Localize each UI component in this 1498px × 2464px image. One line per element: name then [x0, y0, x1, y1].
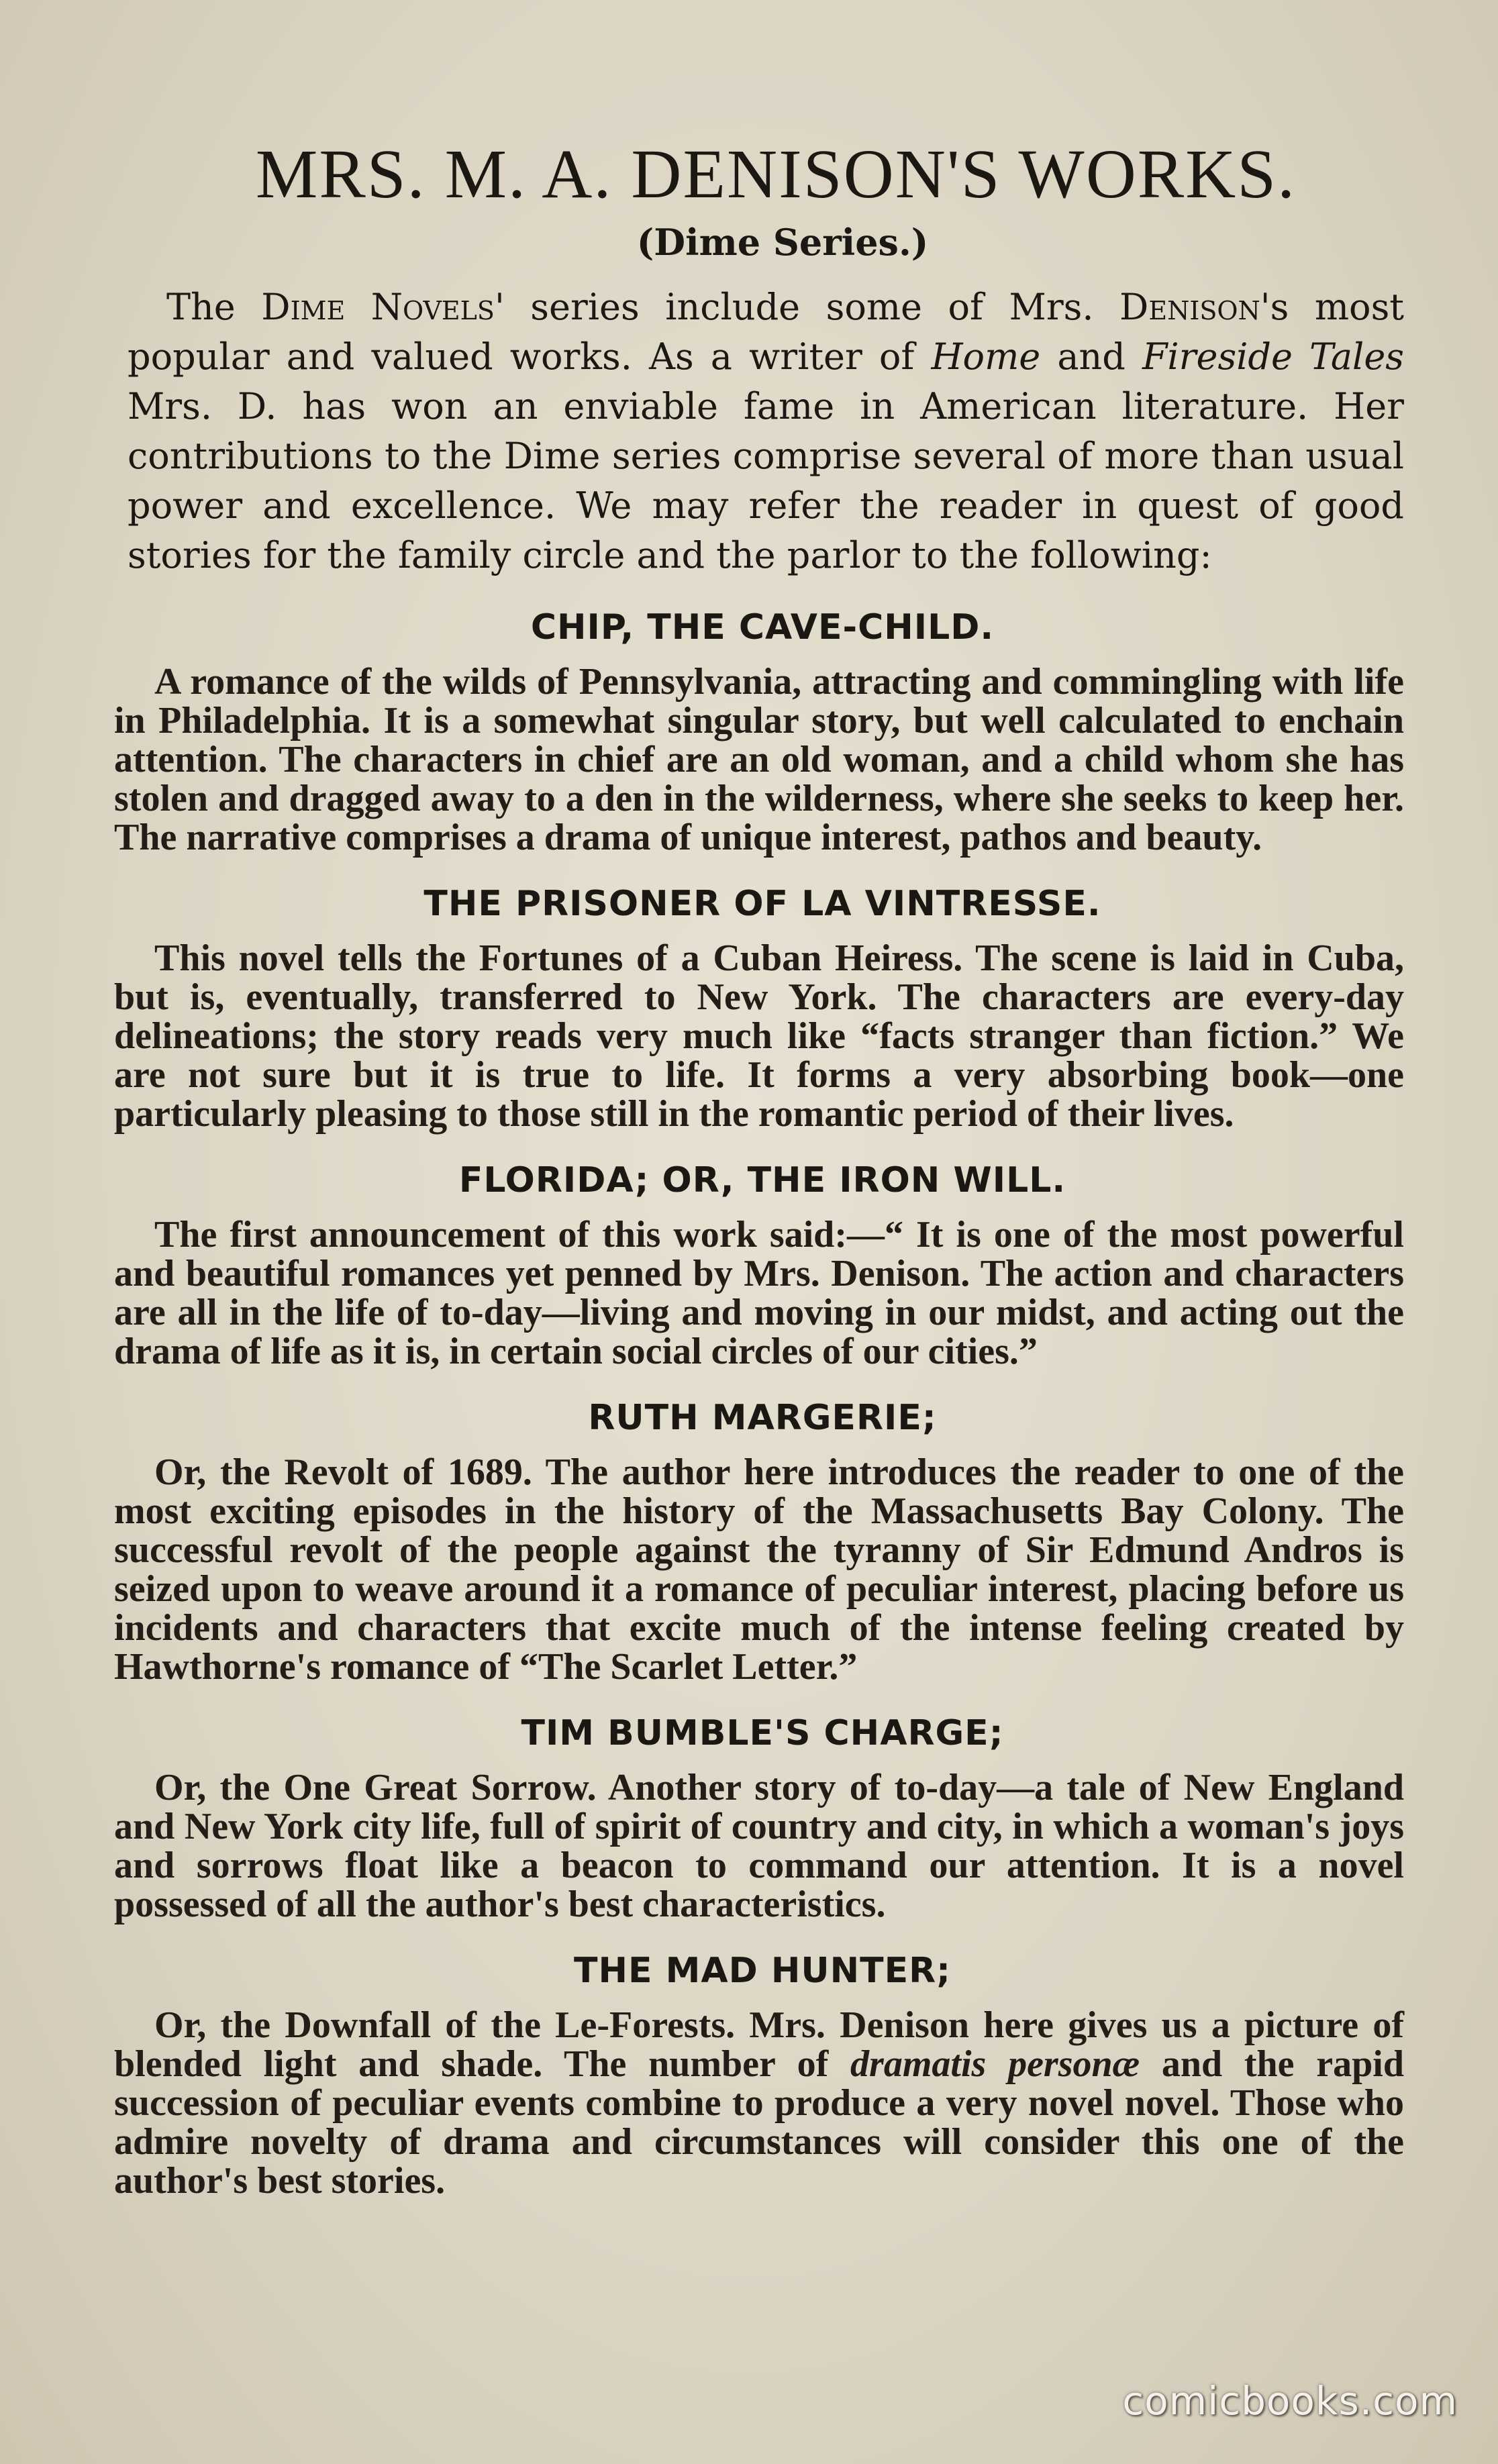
page-title: MRS. M. A. DENISON'S WORKS. [255, 136, 1297, 213]
book-title: FLORIDA; OR, THE IRON WILL. [458, 1160, 1066, 1200]
intro-text: Fireside Tales [1142, 336, 1404, 378]
book-title: CHIP, THE CAVE-CHILD. [530, 607, 995, 648]
book-title: THE PRISONER OF LA VINTRESSE. [423, 884, 1101, 924]
book-description: Or, the One Great Sorrow. Another story of to-day—a tale of New England and New York city life, full of spirit of country and city, in which a woman's joys and sorrows float like a beacon to command our attention. It is a novel possessed of all the author's best characteristics. [114, 1767, 1404, 1925]
book-entry [107, 1713, 1417, 1924]
book-entry [107, 1160, 1417, 1371]
book-entry [107, 884, 1417, 1133]
description-text: and the rapid succession of peculiar events combine to produce a very novel novel. Those who admire novelty of drama and circumstances will consider this one of the author's best stories. [114, 2043, 1404, 2202]
watermark: comicbooks.com [1122, 2378, 1458, 2424]
intro-text: and [1040, 336, 1142, 378]
intro-text: Dime Novels [261, 286, 495, 328]
intro-text: Home [931, 336, 1041, 378]
page-subtitle: (Dime Series.) [636, 221, 929, 264]
book-description: A romance of the wilds of Pennsylvania, attracting and commingling with life in Philadelphia. It is a somewhat singular story, but well calculated to enchain attention. The characters in chief are an old woman, and a child whom she has stolen and dragged away to a den in the wilderness, where she seeks to keep her. The narrative comprises a drama of unique interest, pathos and beauty. [114, 661, 1404, 858]
book-title: THE MAD HUNTER; [574, 1951, 951, 1991]
intro-text: Mrs. D. has won an enviable fame in American literature. Her contributions to the Dime series comprise several of more than usual power and excellence. We may refer the reader in quest of good stories for the family circle and the parlor to the following: [128, 385, 1404, 576]
description-text: dramatis personæ [850, 2043, 1140, 2085]
intro-paragraph [128, 283, 1404, 580]
book-entry [107, 1398, 1417, 1686]
intro-text: Denison [1119, 286, 1260, 328]
intro-text: 's most popular and valued works. As a writer of [128, 286, 1404, 378]
book-description [114, 2006, 1404, 2200]
description-text: Or, the Downfall of the Le-Forests. Mrs. Denison here gives us a picture of blended light and shade. The number of [114, 2004, 1404, 2085]
book-description: The first announcement of this work said:—“ It is one of the most powerful and beautiful romances yet penned by Mrs. Denison. The action and characters are all in the life of to-day—living and moving in our midst, and acting out the drama of life as it is, in certain social circles of our cities.” [114, 1214, 1404, 1372]
book-entry [107, 1951, 1417, 2200]
book-title: RUTH MARGERIE; [588, 1398, 937, 1438]
book-entry [107, 607, 1417, 857]
intro-text: The [166, 286, 262, 328]
book-description: This novel tells the Fortunes of a Cuban Heiress. The scene is laid in Cuba, but is, eventually, transferred to New York. The characters are every-day delineations; the story reads very much like “facts stranger than fiction.” We are not sure but it is true to life. It forms a very absorbing book—one particularly pleasing to those still in the romantic period of their lives. [114, 937, 1404, 1135]
book-description: Or, the Revolt of 1689. The author here introduces the reader to one of the most exciting episodes in the history of the Massachusetts Bay Colony. The successful revolt of the people against the tyranny of Sir Edmund Andros is seized upon to weave around it a romance of peculiar interest, placing before us incidents and characters that excite much of the intense feeling created by Hawthorne's romance of “The Scarlet Letter.” [114, 1451, 1404, 1688]
book-title: TIM BUMBLE'S CHARGE; [521, 1713, 1004, 1753]
intro-text: ' series include some of Mrs. [494, 286, 1120, 328]
